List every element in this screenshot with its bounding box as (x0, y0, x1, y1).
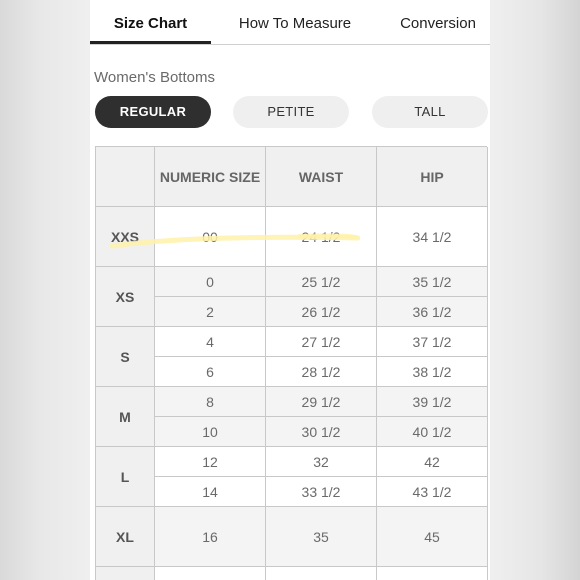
fit-tall-button[interactable]: TALL (372, 96, 488, 128)
table-cell: 14 (155, 477, 266, 507)
table-cell: 27 1/2 (266, 327, 377, 357)
table-cell: 45 (377, 507, 488, 567)
size-label-l: L (96, 447, 155, 507)
table-cell: 35 (266, 507, 377, 567)
table-cell: 38 1/2 (377, 357, 488, 387)
table-cell: 0 (155, 267, 266, 297)
fit-regular-button[interactable]: REGULAR (95, 96, 211, 128)
table-header-corner (96, 147, 155, 207)
table-cell: 30 1/2 (266, 417, 377, 447)
size-label-m: M (96, 387, 155, 447)
table-cell: 24 1/2 (266, 207, 377, 267)
table-cell: 00 (155, 207, 266, 267)
tab-size-chart[interactable]: Size Chart (113, 15, 188, 32)
tab-how-to-measure[interactable]: How To Measure (238, 15, 352, 32)
table-cell (377, 567, 488, 580)
table-cell (266, 567, 377, 580)
size-label-xxs: XXS (96, 207, 155, 267)
table-cell (96, 567, 155, 580)
size-label-s: S (96, 327, 155, 387)
table-cell: 36 1/2 (377, 297, 488, 327)
fit-petite-button[interactable]: PETITE (233, 96, 349, 128)
size-label-xl: XL (96, 507, 155, 567)
table-cell: 37 1/2 (377, 327, 488, 357)
table-cell: 33 1/2 (266, 477, 377, 507)
tab-bar (90, 0, 490, 45)
table-cell: 32 (266, 447, 377, 477)
table-cell: 8 (155, 387, 266, 417)
table-header-numeric-size: NUMERIC SIZE (155, 147, 266, 207)
table-cell: 42 (377, 447, 488, 477)
size-chart-panel (90, 0, 490, 580)
size-label-xs: XS (96, 267, 155, 327)
table-header-waist: WAIST (266, 147, 377, 207)
size-table (95, 146, 487, 580)
table-cell: 10 (155, 417, 266, 447)
table-header-hip: HIP (377, 147, 488, 207)
table-cell: 35 1/2 (377, 267, 488, 297)
table-cell: 43 1/2 (377, 477, 488, 507)
table-cell: 16 (155, 507, 266, 567)
table-cell: 34 1/2 (377, 207, 488, 267)
table-cell: 2 (155, 297, 266, 327)
table-cell: 26 1/2 (266, 297, 377, 327)
tab-conversion[interactable]: Conversion (400, 15, 476, 32)
table-cell: 40 1/2 (377, 417, 488, 447)
table-cell (155, 567, 266, 580)
table-cell: 28 1/2 (266, 357, 377, 387)
table-cell: 29 1/2 (266, 387, 377, 417)
table-cell: 6 (155, 357, 266, 387)
table-cell: 39 1/2 (377, 387, 488, 417)
active-tab-indicator (90, 41, 211, 44)
table-cell: 25 1/2 (266, 267, 377, 297)
table-cell: 4 (155, 327, 266, 357)
section-title: Women's Bottoms (94, 69, 215, 86)
table-cell: 12 (155, 447, 266, 477)
